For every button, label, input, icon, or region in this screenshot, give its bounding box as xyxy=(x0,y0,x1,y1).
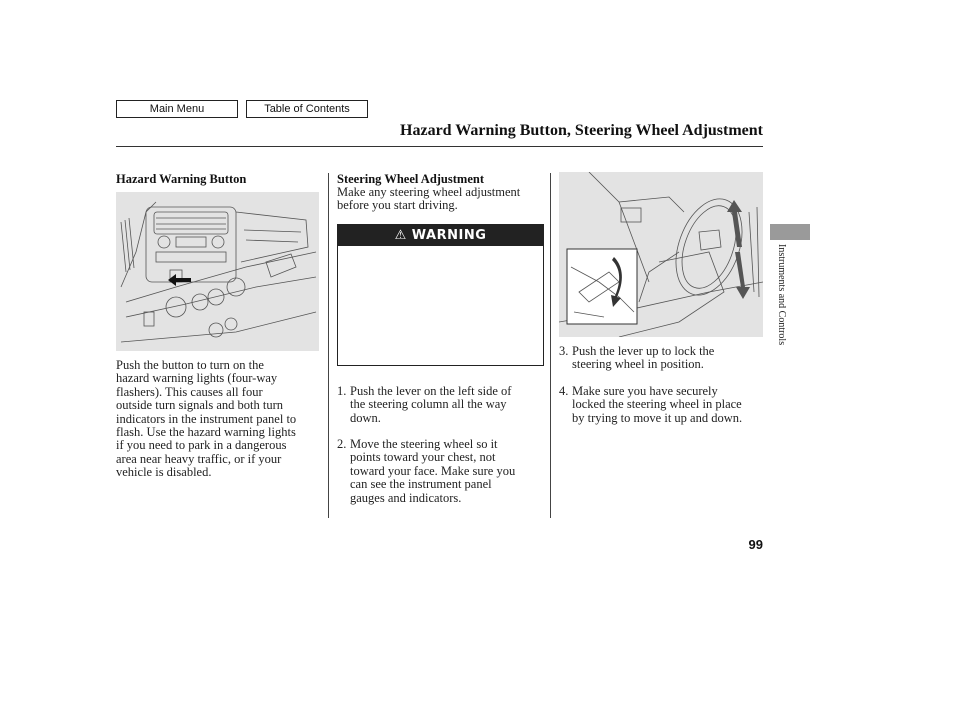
steering-wheel-illustration xyxy=(559,172,763,337)
step-text-line: Push the lever up to lock the xyxy=(572,344,715,358)
warning-label: WARNING xyxy=(411,228,487,243)
step-number: 2. xyxy=(337,437,347,451)
step-text-line: locked the steering wheel in place xyxy=(572,397,742,412)
hazard-button-illustration xyxy=(116,192,319,351)
section-tab-marker xyxy=(770,224,810,240)
hazard-paragraph-line: Push the button to turn on the xyxy=(116,358,264,372)
step-text xyxy=(572,385,742,425)
step-text-line: by trying to move it up and down. xyxy=(572,410,743,425)
steering-intro-line: Make any steering wheel adjustment xyxy=(337,185,521,199)
column-divider-left xyxy=(328,173,329,518)
warning-box xyxy=(337,224,544,366)
hazard-paragraph-line: vehicle is disabled. xyxy=(116,465,212,480)
steering-wheel-heading: Steering Wheel Adjustment xyxy=(337,172,484,186)
hazard-paragraph-line: indicators in the instrument panel to xyxy=(116,411,297,426)
steering-column-drawing xyxy=(559,172,763,337)
page-number: 99 xyxy=(748,537,763,552)
table-of-contents-button[interactable]: Table of Contents xyxy=(246,100,368,118)
step-text xyxy=(350,385,511,425)
hazard-paragraph-line: if you need to park in a dangerous xyxy=(116,438,287,453)
step-number: 1. xyxy=(337,384,347,398)
hazard-warning-paragraph xyxy=(116,359,321,480)
dashboard-drawing xyxy=(116,192,319,351)
step-text-line: Make sure you have securely xyxy=(572,384,718,398)
steering-intro-line: before you start driving. xyxy=(337,198,458,213)
steering-intro-paragraph xyxy=(337,186,547,213)
step-text-line: gauges and indicators. xyxy=(350,490,462,505)
title-divider xyxy=(116,146,763,147)
step-text xyxy=(572,345,714,372)
step-number: 3. xyxy=(559,344,569,358)
hazard-paragraph-line: flash. Use the hazard warning lights xyxy=(116,425,296,440)
step-text-line: the steering column all the way xyxy=(350,397,507,412)
hazard-paragraph-line: area near heavy traffic, or if your xyxy=(116,451,282,466)
hazard-warning-heading: Hazard Warning Button xyxy=(116,172,247,186)
warning-triangle-icon: ⚠ xyxy=(394,228,407,243)
hazard-paragraph-line: outside turn signals and both turn xyxy=(116,398,283,413)
warning-header xyxy=(338,225,543,246)
step-text-line: down. xyxy=(350,410,381,425)
main-menu-button[interactable]: Main Menu xyxy=(116,100,238,118)
step-text-line: Push the lever on the left side of xyxy=(350,384,512,398)
column-divider-right xyxy=(550,173,551,518)
step-text-line: points toward your chest, not xyxy=(350,450,496,465)
step-text-line: can see the instrument panel xyxy=(350,477,492,492)
step-text-line: steering wheel in position. xyxy=(572,357,704,372)
step-number: 4. xyxy=(559,384,569,398)
page-title: Hazard Warning Button, Steering Wheel Adjustment xyxy=(400,122,763,139)
hazard-paragraph-line: flashers). This causes all four xyxy=(116,384,263,399)
step-text xyxy=(350,438,515,505)
section-tab-label: Instruments and Controls xyxy=(776,244,787,346)
hazard-paragraph-line: hazard warning lights (four-way xyxy=(116,371,278,386)
step-text-line: Move the steering wheel so it xyxy=(350,437,498,451)
step-text-line: toward your face. Make sure you xyxy=(350,463,516,478)
